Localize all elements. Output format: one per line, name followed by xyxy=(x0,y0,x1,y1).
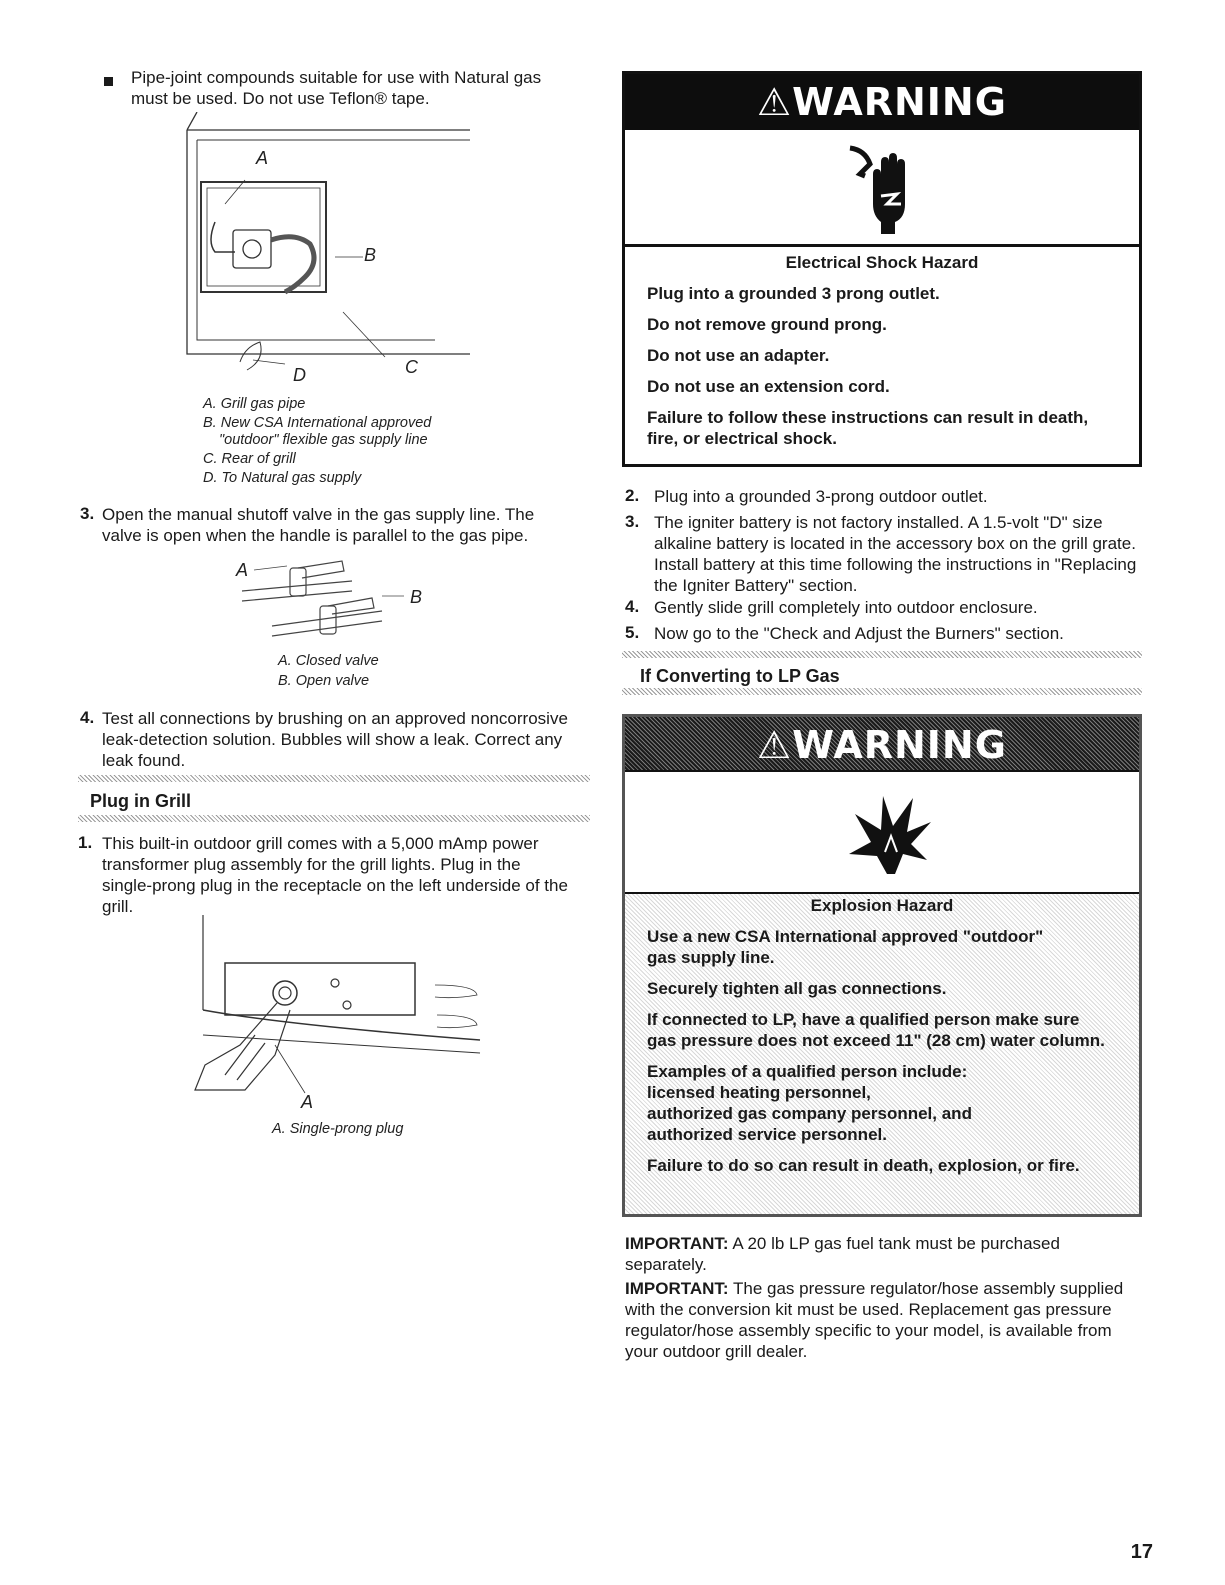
important-label: IMPORTANT: xyxy=(625,1234,729,1253)
important-text: A 20 lb LP gas fuel tank must be purchased separately. xyxy=(625,1234,1060,1274)
section-heading-lp-gas: If Converting to LP Gas xyxy=(640,666,840,686)
fig1-label-a: A xyxy=(256,148,269,168)
explosion-warning-box xyxy=(622,714,1142,1217)
right-step-text: Plug into a grounded 3-prong outdoor outlet. xyxy=(654,487,988,506)
step3-number: 3. xyxy=(80,504,95,523)
section-divider-bottom xyxy=(622,688,1142,695)
page-number: 17 xyxy=(1130,1541,1153,1563)
electrical-shock-warning-box xyxy=(622,71,1142,467)
section-heading-plug-in-grill: Plug in Grill xyxy=(90,791,192,811)
step4-text: Test all connections by brushing on an approved noncorrosive leak-detection solution. Bubbles will show a leak. Correct any leak found. xyxy=(102,709,568,770)
right-step-number: 3. xyxy=(625,512,640,531)
warning-line: Use a new CSA International approved "outdoor" gas supply line. xyxy=(647,927,1044,967)
gas-pipe-diagram xyxy=(185,112,475,382)
warning-line: Failure to do so can result in death, explosion, or fire. xyxy=(647,1156,1080,1175)
fig1-label-c: C xyxy=(405,357,418,377)
fig1-caption-d: D. To Natural gas supply xyxy=(203,470,362,486)
step3-text: Open the manual shutoff valve in the gas supply line. The valve is open when the handle is parallel to the gas pipe. xyxy=(102,505,535,545)
fig3-caption: A. Single-prong plug xyxy=(272,1121,404,1137)
fig1-caption-a: A. Grill gas pipe xyxy=(203,396,306,412)
warning-line: Do not use an adapter. xyxy=(647,346,830,365)
warning-line: Do not use an extension cord. xyxy=(647,377,890,396)
fig1-caption-c: C. Rear of grill xyxy=(203,451,296,467)
hazard-name: Electrical Shock Hazard xyxy=(785,253,979,272)
electrical-shock-hand-icon xyxy=(845,144,920,236)
right-step-text: Gently slide grill completely into outdoor enclosure. xyxy=(654,598,1038,617)
fig1-label-d: D xyxy=(293,365,306,385)
right-step-number: 5. xyxy=(625,623,640,642)
fig1-caption-b-cont: "outdoor" flexible gas supply line xyxy=(219,432,428,448)
section-divider-top xyxy=(78,775,590,782)
right-step-number: 2. xyxy=(625,486,640,505)
important-text: The gas pressure regulator/hose assembly supplied with the conversion kit must be used. Replacement gas pressure regulator/hose assembly specific to your model, is available from your outdoor grill dealer. xyxy=(625,1279,1124,1361)
warning-title: ⚠WARNING xyxy=(625,74,1139,130)
fig2-label-a: A xyxy=(236,560,249,580)
fig3-label-a: A xyxy=(301,1092,314,1112)
warning-line: If connected to LP, have a qualified person make sure gas pressure does not exceed 11" (28 cm) water column. xyxy=(647,1010,1105,1050)
right-step-text: The igniter battery is not factory installed. A 1.5-volt "D" size alkaline battery is located in the accessory box on the grill grate. Install battery at this time following the instructions in "Replacing the Igniter Battery" section. xyxy=(654,513,1137,595)
fig2-caption-a: A. Closed valve xyxy=(278,653,379,669)
icon-panel xyxy=(625,130,1139,247)
fig2-label-b: B xyxy=(410,587,423,607)
explosion-icon xyxy=(847,794,933,876)
valve-diagram xyxy=(232,556,432,646)
warning-line: Examples of a qualified person include: licensed heating personnel, authorized gas company personnel, and authorized service personnel. xyxy=(647,1062,972,1144)
section-divider-bottom xyxy=(78,815,590,822)
important-label: IMPORTANT: xyxy=(625,1279,729,1298)
warning-text xyxy=(647,895,1117,1186)
section-divider-top xyxy=(622,651,1142,658)
step4-number: 4. xyxy=(80,708,95,727)
fig1-caption-b: B. New CSA International approved xyxy=(203,415,432,431)
plug-diagram xyxy=(185,915,485,1105)
warning-line: Failure to follow these instructions can result in death, fire, or electrical shock. xyxy=(647,408,1089,448)
hazard-name: Explosion Hazard xyxy=(810,896,954,915)
fig2-caption-b: B. Open valve xyxy=(278,673,370,689)
important-note-2 xyxy=(625,1278,1140,1362)
right-step-number: 4. xyxy=(625,597,640,616)
warning-title: ⚠WARNING xyxy=(625,717,1139,773)
icon-panel xyxy=(625,770,1139,894)
plug-step1-text: This built-in outdoor grill comes with a 5,000 mAmp power transformer plug assembly for the grill lights. Plug in the single-prong plug in the receptacle on the left underside of the grill. xyxy=(102,834,568,916)
plug-step1-number: 1. xyxy=(78,833,93,852)
warning-line: Do not remove ground prong. xyxy=(647,315,887,334)
warning-line: Securely tighten all gas connections. xyxy=(647,979,947,998)
important-note-1 xyxy=(625,1233,1125,1275)
fig1-label-b: B xyxy=(364,245,377,265)
bullet-text: Pipe-joint compounds suitable for use with Natural gas must be used. Do not use Teflon® tape. xyxy=(131,68,542,108)
bullet-square-icon xyxy=(104,77,113,86)
right-step-text: Now go to the "Check and Adjust the Burners" section. xyxy=(654,624,1064,643)
warning-line: Plug into a grounded 3 prong outlet. xyxy=(647,284,940,303)
warning-text xyxy=(647,252,1117,459)
